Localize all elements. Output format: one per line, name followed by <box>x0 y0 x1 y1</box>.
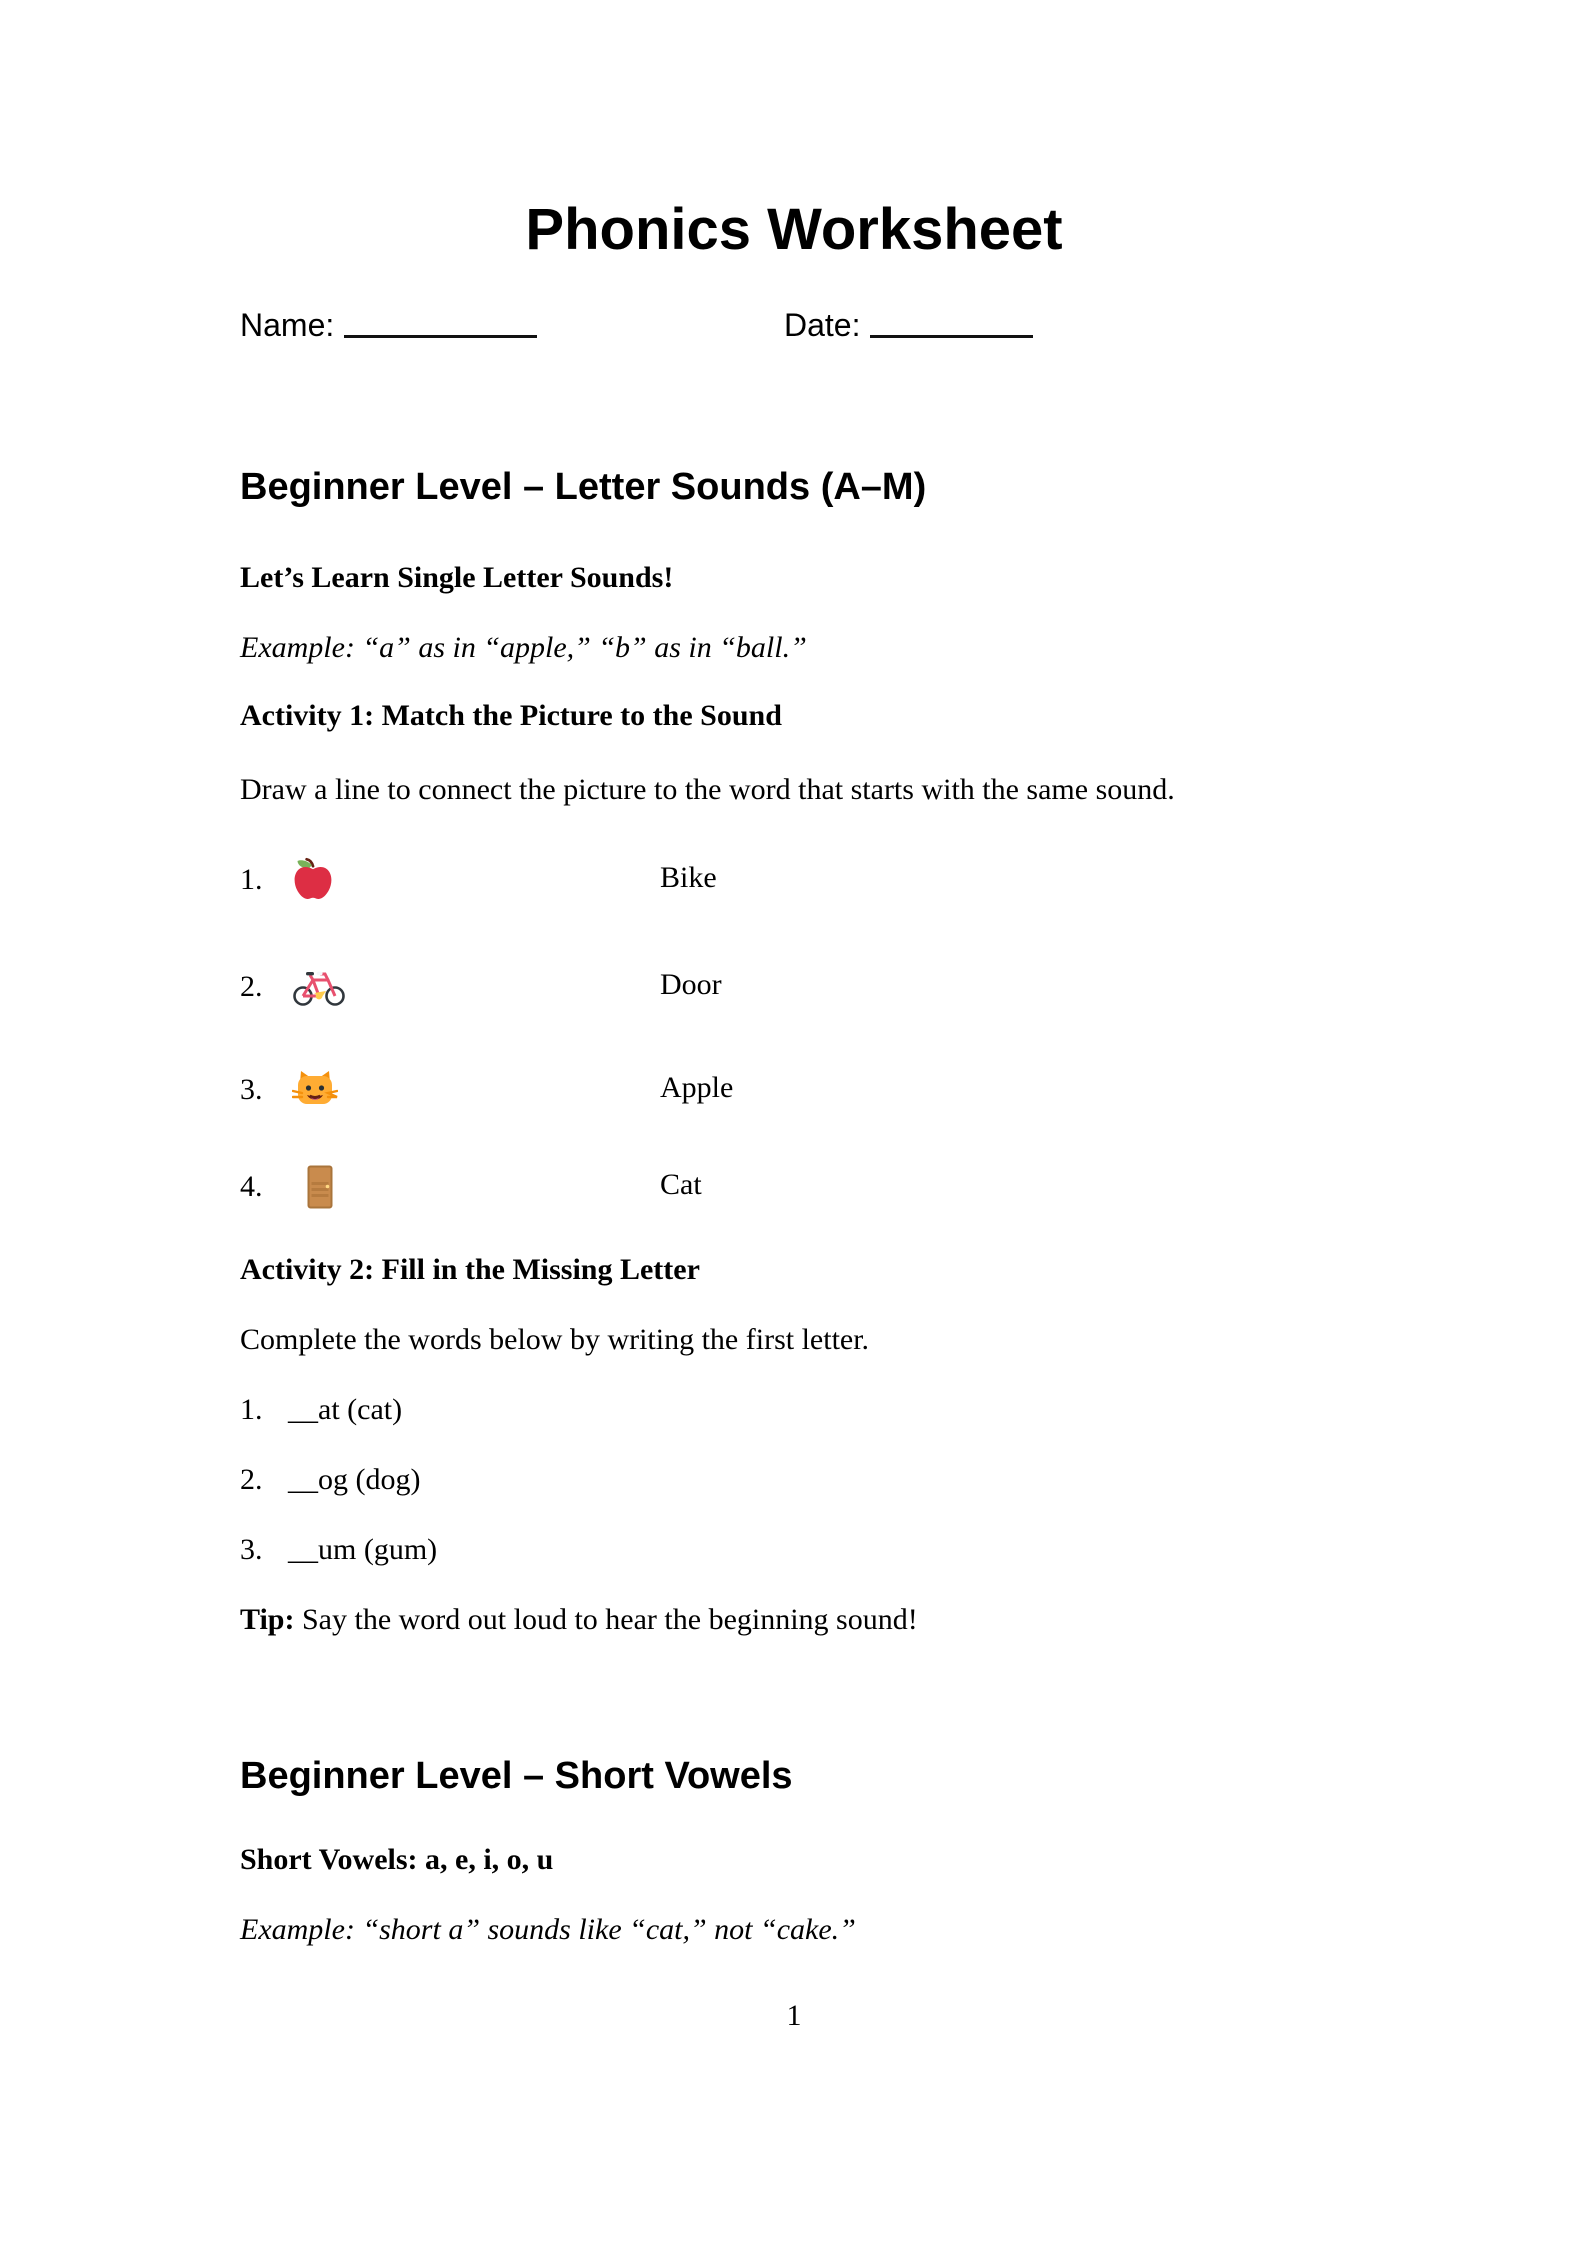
tip-line <box>240 1602 918 1638</box>
match-word: Apple <box>660 1071 734 1104</box>
apple-icon <box>292 857 348 903</box>
page-number: 1 <box>786 1999 802 2032</box>
door-icon <box>292 1165 348 1209</box>
cat-icon <box>292 1069 348 1111</box>
match-item-number: 2. <box>240 970 263 1003</box>
fill-item-text: __um (gum) <box>288 1533 438 1566</box>
fill-item-text: __at (cat) <box>288 1393 403 1426</box>
page-title: Phonics Worksheet <box>525 197 1063 262</box>
match-row <box>240 856 348 904</box>
fill-row <box>240 1532 437 1568</box>
activity2-instructions: Complete the words below by writing the first letter. <box>240 1323 870 1356</box>
section-heading-short-vowels: Beginner Level – Short Vowels <box>240 1755 793 1797</box>
match-item-number: 3. <box>240 1073 263 1106</box>
fill-row <box>240 1392 402 1428</box>
fill-item-number: 2. <box>240 1463 263 1496</box>
fill-item-number: 1. <box>240 1393 263 1426</box>
fill-item-number: 3. <box>240 1533 263 1566</box>
match-item-number: 1. <box>240 863 263 896</box>
tip-label: Tip: <box>240 1603 295 1636</box>
date-blank-line <box>870 329 1033 338</box>
tip-text: Say the word out loud to hear the beginning sound! <box>294 1603 918 1636</box>
date-label: Date: <box>784 307 861 343</box>
name-field <box>240 306 537 344</box>
intro-line: Let’s Learn Single Letter Sounds! <box>240 561 674 594</box>
activity1-heading: Activity 1: Match the Picture to the Sound <box>240 699 782 732</box>
bicycle-icon <box>292 966 348 1008</box>
activity2-heading: Activity 2: Fill in the Missing Letter <box>240 1253 700 1286</box>
match-word: Bike <box>660 861 717 894</box>
fill-row <box>240 1462 420 1498</box>
example-line-2: Example: “short a” sounds like “cat,” not “cake.” <box>240 1913 856 1946</box>
name-label: Name: <box>240 307 335 343</box>
match-row <box>240 963 348 1011</box>
date-field <box>784 306 1033 344</box>
match-word: Cat <box>660 1168 702 1201</box>
section-heading-letter-sounds: Beginner Level – Letter Sounds (A–M) <box>240 466 927 508</box>
short-vowels-subheading: Short Vowels: a, e, i, o, u <box>240 1843 554 1876</box>
match-row <box>240 1066 348 1114</box>
example-line-1: Example: “a” as in “apple,” “b” as in “ball.” <box>240 631 807 664</box>
activity1-instructions: Draw a line to connect the picture to the word that starts with the same sound. <box>240 773 1175 806</box>
name-blank-line <box>344 329 537 338</box>
match-row <box>240 1163 348 1211</box>
match-item-number: 4. <box>240 1170 263 1203</box>
match-word: Door <box>660 968 722 1001</box>
fill-item-text: __og (dog) <box>288 1463 421 1496</box>
